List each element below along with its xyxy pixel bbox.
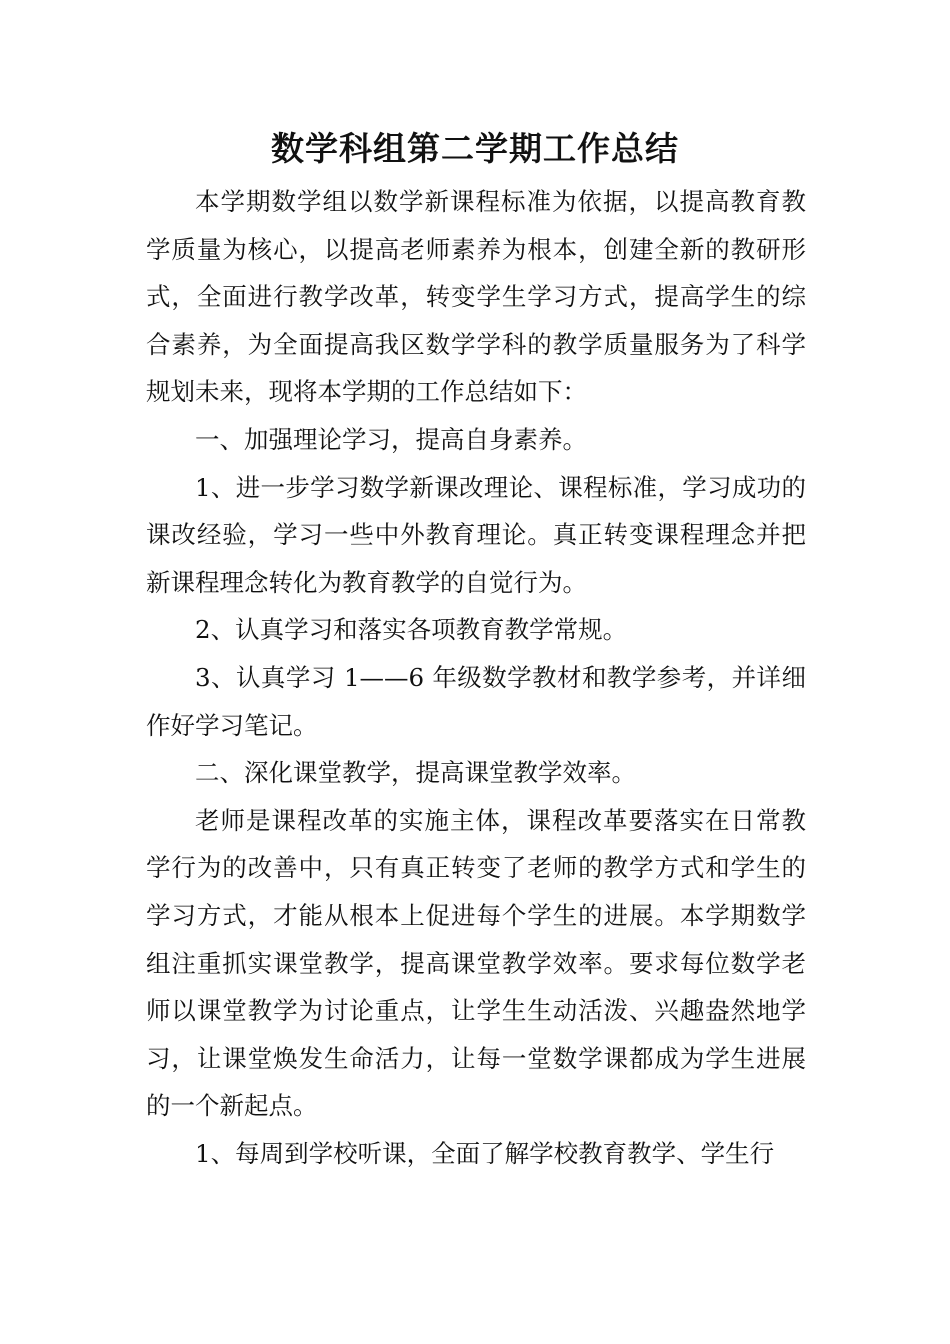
list-item-1-3: 3、认真学习 1——6 年级数学教材和教学参考，并详细作好学习笔记。: [146, 662, 806, 740]
paragraph-intro: 本学期数学组以数学新课程标准为依据，以提高教育教学质量为核心，以提高老师素养为根本，创建全新的教研形式，全面进行教学改革，转变学生学习方式，提高学生的综合素养，为全面提高我区数学学科的教学质量服务为了科学规划未来，现将本学期的工作总结如下：: [146, 187, 806, 407]
paragraph-section-2: 老师是课程改革的实施主体，课程改革要落实在日常教学行为的改善中，只有真正转变了老师的教学方式和学生的学习方式，才能从根本上促进每个学生的进展。本学期数学组注重抓实课堂教学，提高课堂教学效率。要求每位数学老师以课堂教学为讨论重点，让学生生动活泼、兴趣盎然地学习，让课堂焕发生命活力，让每一堂数学课都成为学生进展的一个新起点。: [146, 805, 806, 1121]
list-item-1-1: 1、进一步学习数学新课改理论、课程标准，学习成功的课改经验，学习一些中外教育理论。真正转变课程理念并把新课程理念转化为教育教学的自觉行为。: [146, 472, 806, 597]
document-body: [146, 178, 806, 1177]
section-heading-2: 二、深化课堂教学，提高课堂教学效率。: [195, 758, 636, 788]
list-item-2-1: 1、每周到学校听课，全面了解学校教育教学、学生行: [195, 1138, 775, 1168]
list-item-1-2: 2、认真学习和落实各项教育教学常规。: [195, 615, 628, 645]
section-heading-1: 一、加强理论学习，提高自身素养。: [195, 424, 587, 454]
document-title: 数学科组第二学期工作总结: [271, 129, 679, 168]
